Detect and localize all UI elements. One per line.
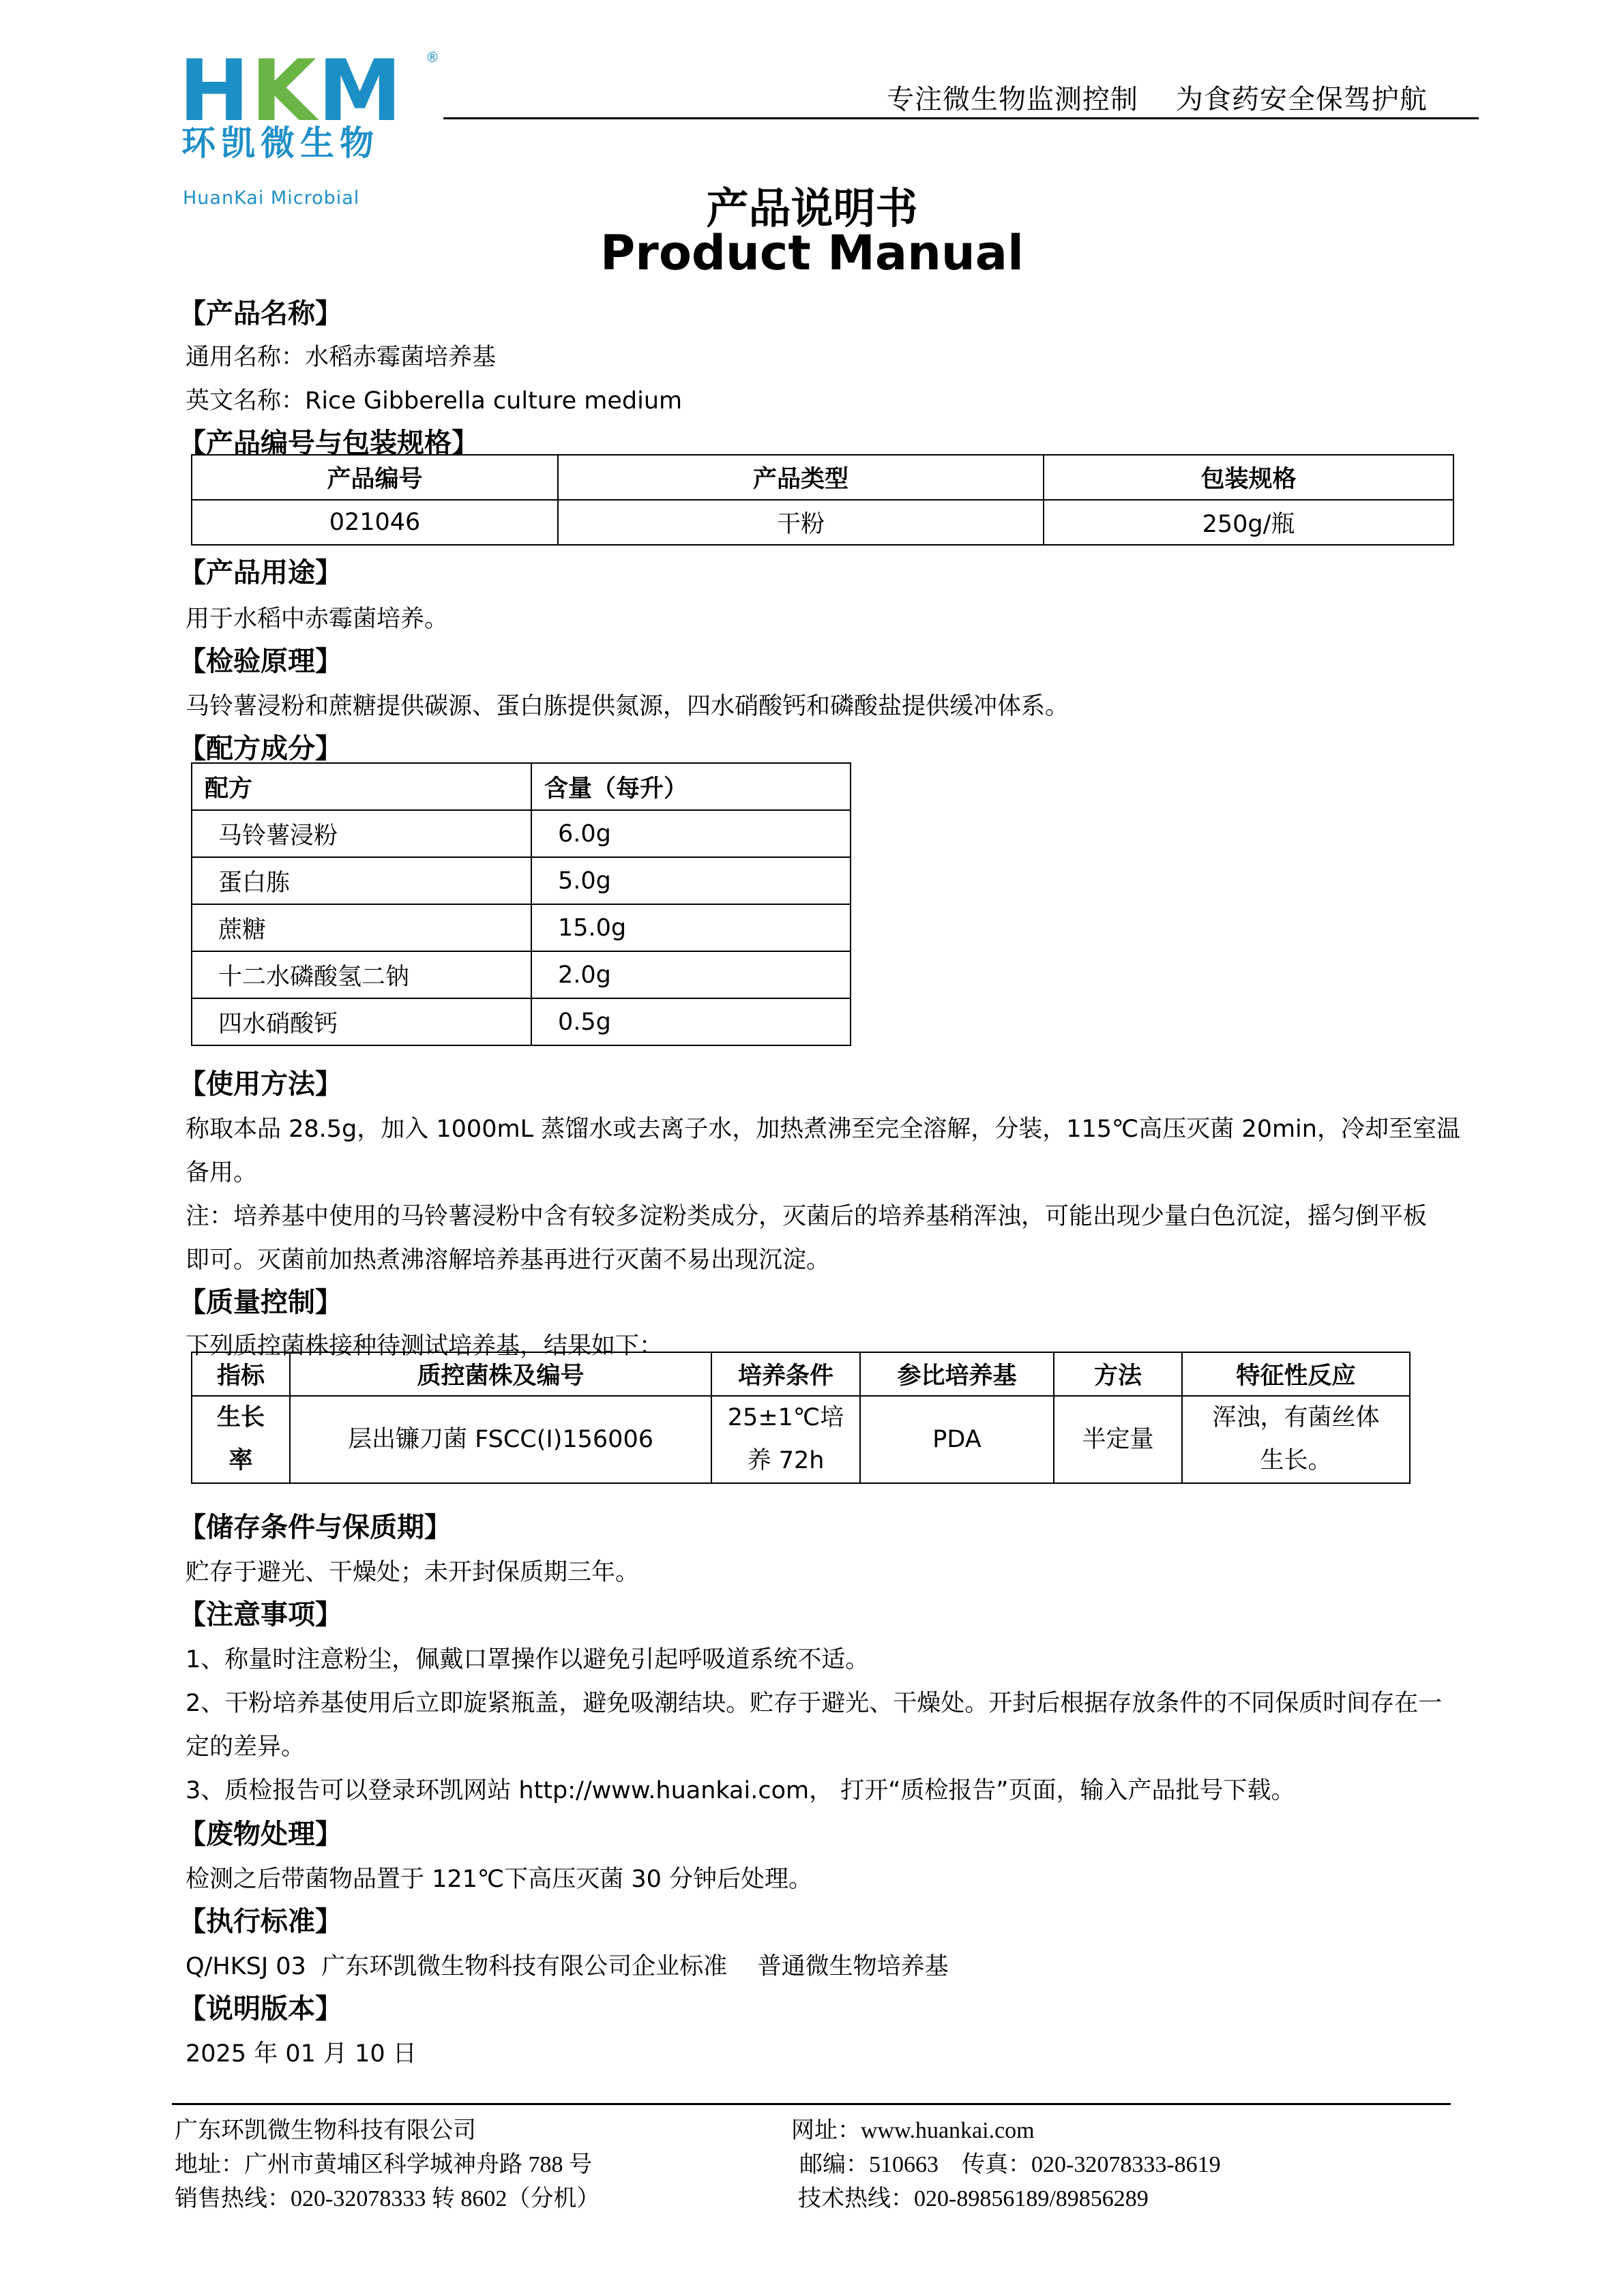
section-heading-name: 【产品名称】 bbox=[179, 298, 342, 329]
footer-postcode-fax: 邮编：510663 传真：020-32078333-8619 bbox=[799, 2152, 1221, 2177]
company-logo bbox=[179, 42, 452, 209]
qc-reference: PDA bbox=[860, 1396, 1054, 1483]
section-heading-waste: 【废物处理】 bbox=[179, 1819, 342, 1850]
principle-text: 马铃薯浸粉和蔗糖提供碳源、蛋白胨提供氮源，四水硝酸钙和磷酸盐提供缓冲体系。 bbox=[186, 693, 1069, 720]
formula-table bbox=[191, 762, 851, 1046]
header-cell: 配方 bbox=[192, 763, 531, 810]
ingredient: 十二水磷酸氢二钠 bbox=[192, 951, 531, 998]
method-line-2: 备用。 bbox=[186, 1159, 258, 1187]
section-heading-formula: 【配方成分】 bbox=[179, 733, 342, 764]
table-row bbox=[192, 904, 851, 951]
qc-table bbox=[191, 1352, 1411, 1484]
qc-intro: 下列质控菌株接种待测试培养基，结果如下： bbox=[186, 1332, 664, 1360]
section-heading-notes: 【注意事项】 bbox=[179, 1599, 342, 1630]
common-name: 通用名称：水稻赤霉菌培养基 bbox=[186, 344, 497, 371]
qc-strain: 层出镰刀菌 FSCC(I)156006 bbox=[290, 1396, 711, 1483]
table-row bbox=[192, 810, 851, 857]
header-cell: 参比培养基 bbox=[860, 1352, 1054, 1396]
logo-chinese-name: 环凯微生物 bbox=[181, 123, 379, 163]
method-line-1: 称取本品 28.5g，加入 1000mL 蒸馏水或去离子水，加热煮沸至完全溶解，分装，115℃高压灭菌 20min，冷却至室温 bbox=[186, 1116, 1460, 1143]
amount: 6.0g bbox=[531, 810, 851, 857]
qc-reaction: 浑浊，有菌丝体生长。 bbox=[1182, 1396, 1410, 1483]
use-text: 用于水稻中赤霉菌培养。 bbox=[186, 606, 449, 633]
footer-divider bbox=[172, 2103, 1451, 2105]
footer-sales-hotline: 销售热线：020-32078333 转 8602（分机） bbox=[175, 2186, 600, 2211]
product-code: 021046 bbox=[192, 500, 558, 545]
footer-company: 广东环凯微生物科技有限公司 bbox=[175, 2118, 476, 2143]
ingredient: 蛋白胨 bbox=[192, 857, 531, 904]
header-cell: 培养条件 bbox=[711, 1352, 860, 1396]
title-english: Product Manual bbox=[600, 225, 1024, 281]
header-cell: 含量（每升） bbox=[531, 763, 851, 810]
table-row bbox=[192, 1396, 1410, 1483]
header-slogan: 专注微生物监测控制 为食药安全保驾护航 bbox=[887, 84, 1428, 115]
amount: 0.5g bbox=[531, 998, 851, 1045]
product-type: 干粉 bbox=[558, 500, 1044, 545]
method-note-1: 注：培养基中使用的马铃薯浸粉中含有较多淀粉类成分，灭菌后的培养基稍浑浊，可能出现少量白色沉淀，摇匀倒平板 bbox=[186, 1203, 1428, 1230]
qc-method: 半定量 bbox=[1054, 1396, 1182, 1483]
code-table bbox=[191, 454, 1454, 546]
header-cell: 产品编号 bbox=[192, 455, 558, 500]
section-heading-use: 【产品用途】 bbox=[179, 557, 342, 588]
logo-english-name: HuanKai Microbial bbox=[183, 188, 360, 209]
section-heading-method: 【使用方法】 bbox=[179, 1069, 342, 1100]
table-row bbox=[192, 857, 851, 904]
footer-address: 地址：广州市黄埔区科学城神舟路 788 号 bbox=[175, 2152, 592, 2177]
section-heading-principle: 【检验原理】 bbox=[179, 646, 342, 677]
note-2-line-2: 定的差异。 bbox=[186, 1733, 306, 1761]
table-header-row bbox=[192, 455, 1453, 500]
amount: 2.0g bbox=[531, 951, 851, 998]
english-name: 英文名称：Rice Gibberella culture medium bbox=[186, 387, 683, 415]
header-cell: 产品类型 bbox=[558, 455, 1044, 500]
section-heading-code: 【产品编号与包装规格】 bbox=[179, 428, 479, 459]
ingredient: 蔗糖 bbox=[192, 904, 531, 951]
table-row bbox=[192, 500, 1453, 545]
ingredient: 四水硝酸钙 bbox=[192, 998, 531, 1045]
title-chinese: 产品说明书 bbox=[706, 183, 918, 233]
version-date: 2025 年 01 月 10 日 bbox=[186, 2040, 417, 2068]
logo-registered-mark: ® bbox=[426, 49, 439, 65]
qc-index: 生长率 bbox=[192, 1396, 290, 1483]
note-3: 3、质检报告可以登录环凯网站 http://www.huankai.com， 打开“质检报告”页面，输入产品批号下载。 bbox=[186, 1777, 1295, 1804]
method-note-2: 即可。灭菌前加热煮沸溶解培养基再进行灭菌不易出现沉淀。 bbox=[186, 1247, 831, 1274]
header-cell: 特征性反应 bbox=[1182, 1352, 1410, 1396]
table-row bbox=[192, 998, 851, 1045]
waste-text: 检测之后带菌物品置于 121℃下高压灭菌 30 分钟后处理。 bbox=[186, 1866, 813, 1893]
note-2-line-1: 2、干粉培养基使用后立即旋紧瓶盖，避免吸潮结块。贮存于避光、干燥处。开封后根据存放条件的不同保质时间存在一 bbox=[186, 1690, 1443, 1717]
table-header-row bbox=[192, 1352, 1410, 1396]
section-heading-qc: 【质量控制】 bbox=[179, 1287, 342, 1318]
header-cell: 质控菌株及编号 bbox=[290, 1352, 711, 1396]
storage-text: 贮存于避光、干燥处；未开封保质期三年。 bbox=[186, 1559, 640, 1586]
package-spec: 250g/瓶 bbox=[1044, 500, 1453, 545]
ingredient: 马铃薯浸粉 bbox=[192, 810, 531, 857]
header-cell: 包装规格 bbox=[1044, 455, 1453, 500]
amount: 15.0g bbox=[531, 904, 851, 951]
table-row bbox=[192, 951, 851, 998]
section-heading-standard: 【执行标准】 bbox=[179, 1906, 342, 1937]
footer-tech-hotline: 技术热线：020-89856189/89856289 bbox=[798, 2186, 1149, 2211]
logo-letters: HKM bbox=[179, 42, 404, 140]
section-heading-version: 【说明版本】 bbox=[179, 1993, 342, 2025]
footer-website[interactable]: 网址：www.huankai.com bbox=[791, 2118, 1035, 2143]
section-heading-storage: 【储存条件与保质期】 bbox=[179, 1512, 452, 1543]
standard-text: Q/HKSJ 03 广东环凯微生物科技有限公司企业标准 普通微生物培养基 bbox=[186, 1953, 949, 1980]
header-cell: 指标 bbox=[192, 1352, 290, 1396]
qc-condition: 25±1℃培养 72h bbox=[711, 1396, 860, 1483]
header-cell: 方法 bbox=[1054, 1352, 1182, 1396]
note-1: 1、称量时注意粉尘，佩戴口罩操作以避免引起呼吸道系统不适。 bbox=[186, 1646, 870, 1673]
amount: 5.0g bbox=[531, 857, 851, 904]
table-header-row bbox=[192, 763, 851, 810]
header-divider bbox=[443, 117, 1479, 119]
